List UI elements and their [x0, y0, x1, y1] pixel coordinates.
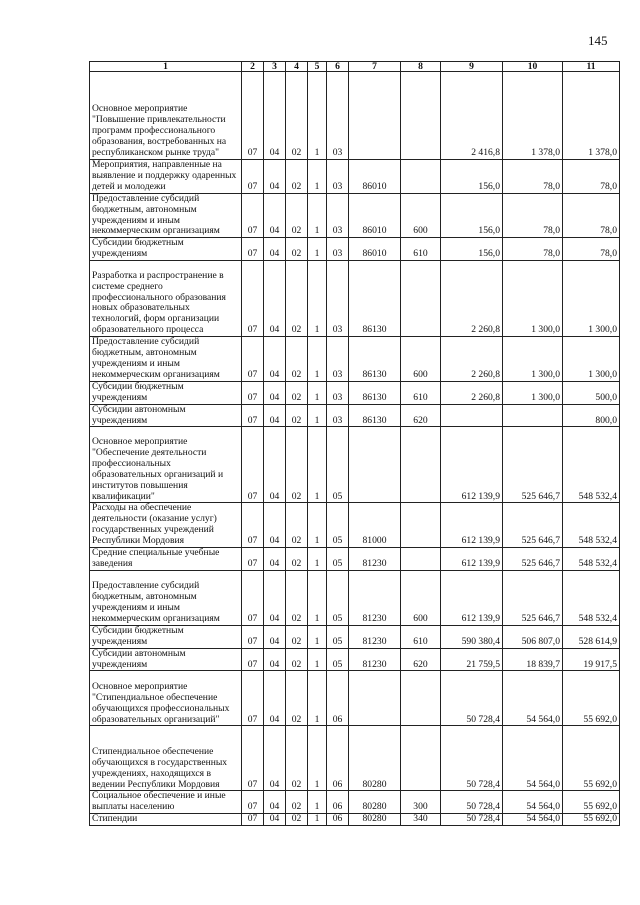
- table-row: [90, 503, 620, 548]
- row-name-cell: Предоставление субсидий бюджетным, автономным учреждениям и иным некоммерческим организациям: [90, 570, 242, 625]
- amount-cell: 78,0: [503, 238, 563, 261]
- code-cell: 06: [327, 726, 349, 791]
- column-header: 1: [90, 62, 242, 72]
- code-cell: 04: [264, 427, 286, 503]
- amount-cell: 1 300,0: [503, 261, 563, 337]
- table-header-row: [90, 62, 620, 72]
- code-cell: 07: [242, 548, 264, 571]
- amount-cell: 1 300,0: [503, 337, 563, 382]
- code-cell: 04: [264, 548, 286, 571]
- code-cell: 600: [401, 337, 441, 382]
- code-cell: 07: [242, 648, 264, 671]
- code-cell: 02: [286, 648, 308, 671]
- amount-cell: 1 300,0: [563, 337, 620, 382]
- code-cell: 1: [308, 625, 327, 648]
- amount-cell: 54 564,0: [503, 726, 563, 791]
- amount-cell: 612 139,9: [441, 570, 503, 625]
- table-row: [90, 648, 620, 671]
- code-cell: 1: [308, 791, 327, 814]
- amount-cell: 1 300,0: [503, 381, 563, 404]
- table-row: [90, 791, 620, 814]
- code-cell: 02: [286, 726, 308, 791]
- code-cell: 03: [327, 238, 349, 261]
- code-cell: 07: [242, 72, 264, 160]
- amount-cell: 525 646,7: [503, 570, 563, 625]
- code-cell: [349, 671, 401, 726]
- code-cell: 02: [286, 791, 308, 814]
- column-header: 2: [242, 62, 264, 72]
- code-cell: [401, 548, 441, 571]
- code-cell: [401, 503, 441, 548]
- amount-cell: 548 532,4: [563, 503, 620, 548]
- amount-cell: 54 564,0: [503, 671, 563, 726]
- column-header: 5: [308, 62, 327, 72]
- code-cell: 03: [327, 381, 349, 404]
- amount-cell: 78,0: [503, 193, 563, 238]
- code-cell: 02: [286, 814, 308, 826]
- code-cell: 340: [401, 814, 441, 826]
- page-number: 145: [588, 33, 608, 48]
- amount-cell: 548 532,4: [563, 570, 620, 625]
- table-row: [90, 193, 620, 238]
- code-cell: 04: [264, 261, 286, 337]
- row-name-cell: Стипендиальное обеспечение обучающихся в государственных учреждениях, находящихся в ведении Республики Мордовия: [90, 726, 242, 791]
- table-row: [90, 548, 620, 571]
- code-cell: 610: [401, 625, 441, 648]
- code-cell: 05: [327, 548, 349, 571]
- amount-cell: 18 839,7: [503, 648, 563, 671]
- row-name-cell: Субсидии бюджетным учреждениям: [90, 625, 242, 648]
- amount-cell: 78,0: [563, 193, 620, 238]
- row-name-cell: Предоставление субсидий бюджетным, автономным учреждениям и иным некоммерческим организациям: [90, 193, 242, 238]
- code-cell: 86130: [349, 261, 401, 337]
- code-cell: 07: [242, 261, 264, 337]
- table-row: [90, 72, 620, 160]
- code-cell: [401, 261, 441, 337]
- amount-cell: 1 378,0: [503, 72, 563, 160]
- code-cell: 1: [308, 648, 327, 671]
- amount-cell: 54 564,0: [503, 791, 563, 814]
- code-cell: 05: [327, 570, 349, 625]
- column-header: 4: [286, 62, 308, 72]
- code-cell: 07: [242, 814, 264, 826]
- amount-cell: 55 692,0: [563, 671, 620, 726]
- code-cell: 86130: [349, 381, 401, 404]
- code-cell: 02: [286, 381, 308, 404]
- row-name-cell: Субсидии автономным учреждениям: [90, 404, 242, 427]
- amount-cell: 55 692,0: [563, 791, 620, 814]
- column-header: 11: [563, 62, 620, 72]
- code-cell: 04: [264, 814, 286, 826]
- code-cell: [401, 427, 441, 503]
- code-cell: 620: [401, 648, 441, 671]
- code-cell: 05: [327, 625, 349, 648]
- code-cell: 86010: [349, 193, 401, 238]
- row-name-cell: Средние специальные учебные заведения: [90, 548, 242, 571]
- code-cell: 07: [242, 193, 264, 238]
- code-cell: 05: [327, 503, 349, 548]
- row-name-cell: Основное мероприятие "Обеспечение деятельности профессиональных образовательных организаций и институтов повышения квалификации": [90, 427, 242, 503]
- code-cell: 81230: [349, 625, 401, 648]
- row-name-cell: Основное мероприятие "Повышение привлекательности программ профессионального образования, востребованных на республиканском рынке труда": [90, 72, 242, 160]
- code-cell: 07: [242, 625, 264, 648]
- code-cell: 1: [308, 503, 327, 548]
- code-cell: 04: [264, 671, 286, 726]
- code-cell: 07: [242, 238, 264, 261]
- code-cell: 05: [327, 648, 349, 671]
- code-cell: 07: [242, 404, 264, 427]
- amount-cell: [441, 404, 503, 427]
- amount-cell: 528 614,9: [563, 625, 620, 648]
- table-row: [90, 261, 620, 337]
- code-cell: 04: [264, 791, 286, 814]
- code-cell: 610: [401, 238, 441, 261]
- amount-cell: 156,0: [441, 160, 503, 194]
- amount-cell: 2 260,8: [441, 381, 503, 404]
- code-cell: 05: [327, 427, 349, 503]
- row-name-cell: Разработка и распространение в системе среднего профессионального образования новых образовательных технологий, форм организации образовательного процесса: [90, 261, 242, 337]
- code-cell: 02: [286, 671, 308, 726]
- code-cell: 600: [401, 193, 441, 238]
- code-cell: 02: [286, 625, 308, 648]
- code-cell: 1: [308, 381, 327, 404]
- code-cell: [349, 72, 401, 160]
- code-cell: 04: [264, 160, 286, 194]
- amount-cell: 525 646,7: [503, 548, 563, 571]
- code-cell: 81000: [349, 503, 401, 548]
- amount-cell: 55 692,0: [563, 726, 620, 791]
- column-header: 10: [503, 62, 563, 72]
- code-cell: 86010: [349, 238, 401, 261]
- code-cell: 1: [308, 570, 327, 625]
- row-name-cell: Предоставление субсидий бюджетным, автономным учреждениям и иным некоммерческим организациям: [90, 337, 242, 382]
- code-cell: 07: [242, 726, 264, 791]
- code-cell: 1: [308, 427, 327, 503]
- code-cell: 04: [264, 570, 286, 625]
- table-row: [90, 726, 620, 791]
- budget-table: [89, 61, 620, 826]
- column-header: 6: [327, 62, 349, 72]
- code-cell: 07: [242, 381, 264, 404]
- table-row: [90, 160, 620, 194]
- amount-cell: 19 917,5: [563, 648, 620, 671]
- code-cell: 04: [264, 503, 286, 548]
- row-name-cell: Субсидии бюджетным учреждениям: [90, 238, 242, 261]
- code-cell: 300: [401, 791, 441, 814]
- code-cell: [401, 726, 441, 791]
- code-cell: 07: [242, 570, 264, 625]
- code-cell: 1: [308, 404, 327, 427]
- code-cell: 1: [308, 337, 327, 382]
- amount-cell: 54 564,0: [503, 814, 563, 826]
- code-cell: 81230: [349, 648, 401, 671]
- code-cell: 03: [327, 337, 349, 382]
- amount-cell: 548 532,4: [563, 427, 620, 503]
- code-cell: 04: [264, 404, 286, 427]
- code-cell: 07: [242, 160, 264, 194]
- amount-cell: 50 728,4: [441, 791, 503, 814]
- code-cell: 02: [286, 193, 308, 238]
- code-cell: 04: [264, 193, 286, 238]
- column-header: 8: [401, 62, 441, 72]
- code-cell: 1: [308, 548, 327, 571]
- code-cell: 1: [308, 238, 327, 261]
- code-cell: 02: [286, 404, 308, 427]
- table-row: [90, 570, 620, 625]
- code-cell: 80280: [349, 726, 401, 791]
- amount-cell: 500,0: [563, 381, 620, 404]
- code-cell: 02: [286, 238, 308, 261]
- code-cell: 02: [286, 261, 308, 337]
- code-cell: 04: [264, 381, 286, 404]
- amount-cell: 50 728,4: [441, 814, 503, 826]
- code-cell: [401, 671, 441, 726]
- amount-cell: 1 300,0: [563, 261, 620, 337]
- table-row: [90, 427, 620, 503]
- code-cell: 1: [308, 160, 327, 194]
- amount-cell: 612 139,9: [441, 427, 503, 503]
- code-cell: 06: [327, 791, 349, 814]
- code-cell: 81230: [349, 548, 401, 571]
- amount-cell: [503, 404, 563, 427]
- code-cell: 06: [327, 814, 349, 826]
- code-cell: 04: [264, 238, 286, 261]
- row-name-cell: Расходы на обеспечение деятельности (оказание услуг) государственных учреждений Республики Мордовия: [90, 503, 242, 548]
- table-row: [90, 381, 620, 404]
- column-header: 9: [441, 62, 503, 72]
- code-cell: 03: [327, 193, 349, 238]
- amount-cell: 50 728,4: [441, 726, 503, 791]
- code-cell: 610: [401, 381, 441, 404]
- amount-cell: 525 646,7: [503, 427, 563, 503]
- amount-cell: 55 692,0: [563, 814, 620, 826]
- amount-cell: 548 532,4: [563, 548, 620, 571]
- amount-cell: 156,0: [441, 238, 503, 261]
- amount-cell: 78,0: [503, 160, 563, 194]
- row-name-cell: Стипендии: [90, 814, 242, 826]
- amount-cell: 21 759,5: [441, 648, 503, 671]
- column-header: 7: [349, 62, 401, 72]
- code-cell: 04: [264, 72, 286, 160]
- amount-cell: 612 139,9: [441, 548, 503, 571]
- code-cell: 07: [242, 427, 264, 503]
- code-cell: 81230: [349, 570, 401, 625]
- amount-cell: 506 807,0: [503, 625, 563, 648]
- row-name-cell: Субсидии автономным учреждениям: [90, 648, 242, 671]
- code-cell: 04: [264, 648, 286, 671]
- code-cell: 80280: [349, 814, 401, 826]
- code-cell: 07: [242, 337, 264, 382]
- amount-cell: 590 380,4: [441, 625, 503, 648]
- code-cell: 620: [401, 404, 441, 427]
- amount-cell: 2 260,8: [441, 337, 503, 382]
- code-cell: 07: [242, 671, 264, 726]
- code-cell: 03: [327, 72, 349, 160]
- code-cell: 02: [286, 570, 308, 625]
- code-cell: 02: [286, 427, 308, 503]
- amount-cell: 50 728,4: [441, 671, 503, 726]
- code-cell: 03: [327, 160, 349, 194]
- code-cell: 03: [327, 404, 349, 427]
- code-cell: 80280: [349, 791, 401, 814]
- code-cell: 03: [327, 261, 349, 337]
- code-cell: 04: [264, 625, 286, 648]
- code-cell: 02: [286, 337, 308, 382]
- table-row: [90, 238, 620, 261]
- code-cell: 04: [264, 726, 286, 791]
- amount-cell: 1 378,0: [563, 72, 620, 160]
- amount-cell: 800,0: [563, 404, 620, 427]
- amount-cell: 156,0: [441, 193, 503, 238]
- amount-cell: 78,0: [563, 238, 620, 261]
- code-cell: [349, 427, 401, 503]
- code-cell: 02: [286, 548, 308, 571]
- code-cell: 600: [401, 570, 441, 625]
- amount-cell: 78,0: [563, 160, 620, 194]
- row-name-cell: Мероприятия, направленные на выявление и поддержку одаренных детей и молодежи: [90, 160, 242, 194]
- code-cell: 1: [308, 72, 327, 160]
- code-cell: 86130: [349, 337, 401, 382]
- table-row: [90, 625, 620, 648]
- code-cell: 04: [264, 337, 286, 382]
- code-cell: 1: [308, 671, 327, 726]
- code-cell: 07: [242, 791, 264, 814]
- row-name-cell: Субсидии бюджетным учреждениям: [90, 381, 242, 404]
- code-cell: 06: [327, 671, 349, 726]
- code-cell: 86010: [349, 160, 401, 194]
- amount-cell: 612 139,9: [441, 503, 503, 548]
- amount-cell: 2 260,8: [441, 261, 503, 337]
- code-cell: 1: [308, 193, 327, 238]
- code-cell: 07: [242, 503, 264, 548]
- code-cell: 02: [286, 160, 308, 194]
- table-row: [90, 671, 620, 726]
- code-cell: [401, 160, 441, 194]
- row-name-cell: Основное мероприятие "Стипендиальное обеспечение обучающихся профессиональных образовательных организаций": [90, 671, 242, 726]
- table-row: [90, 404, 620, 427]
- code-cell: [401, 72, 441, 160]
- amount-cell: 525 646,7: [503, 503, 563, 548]
- row-name-cell: Социальное обеспечение и иные выплаты населению: [90, 791, 242, 814]
- table-row: [90, 814, 620, 826]
- amount-cell: 2 416,8: [441, 72, 503, 160]
- column-header: 3: [264, 62, 286, 72]
- code-cell: 02: [286, 72, 308, 160]
- code-cell: 1: [308, 726, 327, 791]
- code-cell: 86130: [349, 404, 401, 427]
- code-cell: 1: [308, 261, 327, 337]
- code-cell: 02: [286, 503, 308, 548]
- code-cell: 1: [308, 814, 327, 826]
- table-row: [90, 337, 620, 382]
